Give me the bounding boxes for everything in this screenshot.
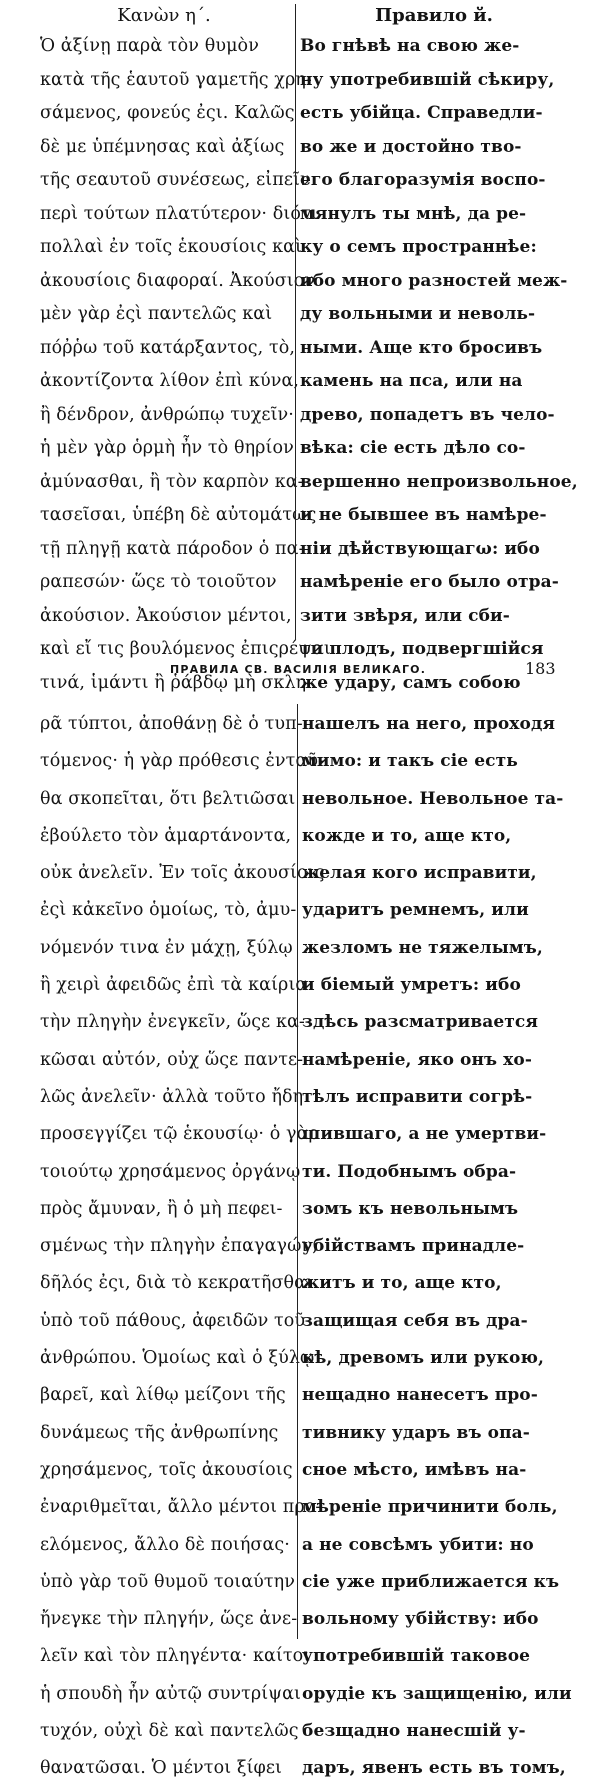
text-line: нiи дѣйствующагω: ибо <box>300 538 540 559</box>
text-line: тивнику ударъ въ опа- <box>302 1422 530 1443</box>
text-line: древо, попадетъ въ чело- <box>300 404 555 425</box>
text-line: безщадно нанесшiй у- <box>302 1721 526 1742</box>
text-line: ти. Подобнымъ обра- <box>302 1161 517 1182</box>
text-line: намѣренiе его было отра- <box>300 572 559 592</box>
text-line: нещадно нанесетъ про- <box>302 1385 538 1406</box>
text-line: шившаго, а не умертви- <box>302 1124 547 1145</box>
text-line: даръ, явенъ есть въ томъ, <box>302 1758 566 1779</box>
text-line: ἀκούσιον. Ἀκούσιον μέντοι, <box>40 605 292 626</box>
text-line: же удару, самъ собою <box>300 672 521 693</box>
text-line: τινά, ἱμάντι ἢ ῥάβδῳ μὴ σκλη- <box>40 672 313 693</box>
text-line: зомъ къ невольнымъ <box>302 1198 519 1219</box>
text-line: θανατῶσαι. Ὁ μέντοι ξίφει <box>40 1758 283 1779</box>
text-line: желая кого исправити, <box>302 863 537 884</box>
text-line: Ὁ ἀξίνῃ παρὰ τὸν θυμὸν <box>40 36 259 56</box>
text-line: τοιούτῳ χρησάμενος ὀργάνῳ <box>40 1161 301 1182</box>
text-line: ибо много разностей меж- <box>300 270 568 291</box>
text-line: его благоразумiя воспо- <box>300 170 546 190</box>
text-line: προσεγγίζει τῷ ἑκουσίῳ· ὁ γὰρ <box>40 1124 319 1145</box>
greek-column-bottom <box>40 706 325 1788</box>
text-line: невольное. Невольное та- <box>302 788 564 809</box>
text-line: мянулъ ты мнѣ, да ре- <box>300 203 527 224</box>
text-line: νόμενόν τινα ἐν μάχῃ, ξύλῳ <box>40 937 293 958</box>
text-line: сное мѣсто, имѣвъ на- <box>302 1459 527 1480</box>
text-line: ἡ μὲν γὰρ ὁρμὴ ἦν τὸ θηρίον <box>40 438 294 458</box>
text-line: ελόμενος, ἄλλο δὲ ποιήσας· <box>40 1534 290 1555</box>
page-number: 183 <box>525 659 556 678</box>
text-line: τόμενος· ἡ γὰρ πρόθεσις ἐνταῦ- <box>40 751 325 772</box>
text-line: πολλαὶ ἐν τοῖς ἑκουσίοις καὶ <box>40 237 302 257</box>
text-line: мѣренiе причинити боль, <box>302 1497 558 1518</box>
text-line: ἤνεγκε τὴν πληγήν, ὥςε ἀνε- <box>40 1609 298 1630</box>
text-line: нашелъ на него, проходя <box>302 714 556 734</box>
text-line: ну употребившiй сѣкиру, <box>300 69 555 90</box>
text-line: λεῖν καὶ τὸν πληγέντα· καίτοι <box>40 1646 311 1667</box>
text-line: камень на пса, или на <box>300 371 523 391</box>
text-line: ὑπὸ γὰρ τοῦ θυμοῦ τοιαύτην <box>40 1571 296 1592</box>
text-line: употребившiй таковое <box>302 1646 531 1667</box>
text-line: есть убiйца. Справедли- <box>300 103 543 123</box>
column-divider-top <box>295 4 296 640</box>
text-line: ἐςὶ κἀκεῖνο ὁμοίως, τὸ, ἀμυ- <box>40 900 297 921</box>
greek-text-bottom <box>40 706 325 1788</box>
text-line: οὐκ ἀνελεῖν. Ἐν τοῖς ἀκουσίοις <box>40 863 325 884</box>
text-line: ἀκουσίοις διαφοραί. Ἀκούσιον <box>40 270 316 291</box>
text-line: περὶ τούτων πλατύτερον· διότι <box>40 203 318 224</box>
text-line: ρᾶ τύπτοι, ἀποθάνῃ δὲ ὁ τυπ- <box>40 714 303 734</box>
text-line: μὲν γὰρ ἐςὶ παντελῶς καὶ <box>40 304 273 324</box>
text-line: χρησάμενος, τοῖς ἀκουσίοις <box>40 1459 293 1480</box>
text-line: ными. Аще кто бросивъ <box>300 337 543 358</box>
text-line: ἢ δένδρον, ἀνθρώπῳ τυχεῖν· <box>40 404 294 425</box>
text-line: ραπεσών· ὥςε τὸ τοιοῦτον <box>40 572 277 592</box>
text-line: λῶς ἀνελεῖν· ἀλλὰ τοῦτο ἤδη <box>40 1086 304 1107</box>
text-line: ὑπὸ τοῦ πάθους, ἀφειδῶν τοῦ <box>40 1310 306 1331</box>
text-line: σμένως τὴν πληγὴν ἐπαγαγών, <box>40 1236 318 1257</box>
text-line: вольному убiйству: ибо <box>302 1609 539 1630</box>
text-line: ду вольными и неволь- <box>300 304 536 324</box>
text-line: ἀμύνασθαι, ἢ τὸν καρπὸν κα- <box>40 471 304 492</box>
text-line: убiйствамъ принадле- <box>302 1236 525 1257</box>
text-line: здѣсь разсматривается <box>302 1012 539 1033</box>
text-line: τῆς σεαυτοῦ συνέσεως, εἰπεῖν <box>40 170 311 190</box>
text-line: и не бывшее въ намѣре- <box>300 505 547 525</box>
text-line: δῆλός ἐςι, διὰ τὸ κεκρατῆσθαι <box>40 1273 314 1294</box>
greek-canon-heading: Κανὼν η΄. <box>117 5 211 26</box>
slavonic-column-bottom <box>302 706 572 1788</box>
text-line: орудiе къ защищенiю, или <box>302 1683 572 1704</box>
text-line: кожде и то, аще кто, <box>302 825 512 846</box>
text-line: ἀνθρώπου. Ὁμοίως καὶ ὁ ξύλῳ <box>40 1348 315 1369</box>
text-line: вѣка: сiе есть дѣло со- <box>300 438 526 458</box>
text-line: καὶ εἴ τις βουλόμενος ἐπιςρέψαι <box>40 639 331 659</box>
text-line: мимо: и такъ сiе есть <box>302 751 518 772</box>
slavonic-text-bottom <box>302 706 572 1788</box>
running-title: ПРАВИЛА СВ. ВАСИЛІЯ ВЕЛИКАГО. <box>170 663 427 676</box>
text-line: ἀκοντίζοντα λίθον ἐπὶ κύνα, <box>40 371 300 391</box>
text-line: ἢ χειρὶ ἀφειδῶς ἐπὶ τὰ καίρια <box>40 975 308 996</box>
text-line: кѣ, древомъ или рукою, <box>302 1348 545 1369</box>
text-line: θα σκοπεῖται, ὅτι βελτιῶσαι <box>40 788 296 809</box>
text-line: и бiемый умретъ: ибо <box>302 975 521 996</box>
text-line: βαρεῖ, καὶ λίθῳ μείζονι τῆς <box>40 1385 286 1406</box>
text-line: сiе уже приближается къ <box>302 1571 560 1592</box>
column-divider-bottom <box>297 704 298 1639</box>
slavonic-rule-heading: Правило й. <box>375 5 493 26</box>
text-line: τασεῖσαι, ὑπέβη δὲ αὐτομάτως <box>40 505 317 525</box>
slavonic-column-top <box>300 2 578 700</box>
text-line: ударитъ ремнемъ, или <box>302 900 529 921</box>
text-line: κῶσαι αὐτόν, οὐχ ὥςε παντε- <box>40 1049 304 1070</box>
text-line: тѣлъ исправити согрѣ- <box>302 1086 533 1107</box>
slavonic-text-top <box>300 30 578 700</box>
text-line: вершенно непроизвольное, <box>300 471 578 492</box>
text-line: τὴν πληγὴν ἐνεγκεῖν, ὥςε κα- <box>40 1012 305 1033</box>
text-line: а не совсѣмъ убити: но <box>302 1534 534 1555</box>
text-line: намѣренiе, яко онъ хо- <box>302 1049 532 1070</box>
text-line: жезломъ не тяжелымъ, <box>302 937 543 958</box>
text-line: ἐβούλετο τὸν ἁμαρτάνοντα, <box>40 825 292 846</box>
page-header <box>0 655 600 695</box>
text-line: δυνάμεως τῆς ἀνθρωπίνης <box>40 1422 279 1443</box>
text-line: πρὸς ἄμυναν, ἢ ὁ μὴ πεφει- <box>40 1198 283 1219</box>
text-line: ку о семъ пространнѣе: <box>300 237 537 257</box>
text-line: κατὰ τῆς ἑαυτοῦ γαμετῆς χρη- <box>40 69 312 90</box>
text-line: защищая себя въ дра- <box>302 1310 528 1331</box>
text-line: зити звѣря, или сби- <box>300 605 510 626</box>
text-line: ἡ σπουδὴ ἦν αὐτῷ συντρίψαι <box>40 1683 301 1704</box>
text-line: житъ и то, аще кто, <box>302 1273 502 1294</box>
text-line: δὲ με ὑπέμνησας καὶ ἀξίως <box>40 136 285 157</box>
text-line: во же и достойно тво- <box>300 136 522 157</box>
text-line: Во гнѣвѣ на свою же- <box>300 36 520 56</box>
text-line: τυχόν, οὐχὶ δὲ καὶ παντελῶς <box>40 1721 299 1742</box>
text-line: τῇ πληγῇ κατὰ πάροδον ὁ πα- <box>40 538 305 559</box>
text-line: πόῤῥω τοῦ κατάρξαντος, τὸ, <box>40 337 296 358</box>
text-line: σάμενος, φονεύς ἐςι. Καλῶς <box>40 103 295 123</box>
text-line: ἐναριθμεῖται, ἄλλο μέντοι προ- <box>40 1497 322 1518</box>
text-line: ти плодъ, подвергшiйся <box>300 639 544 659</box>
lower-page-section <box>0 700 600 1779</box>
